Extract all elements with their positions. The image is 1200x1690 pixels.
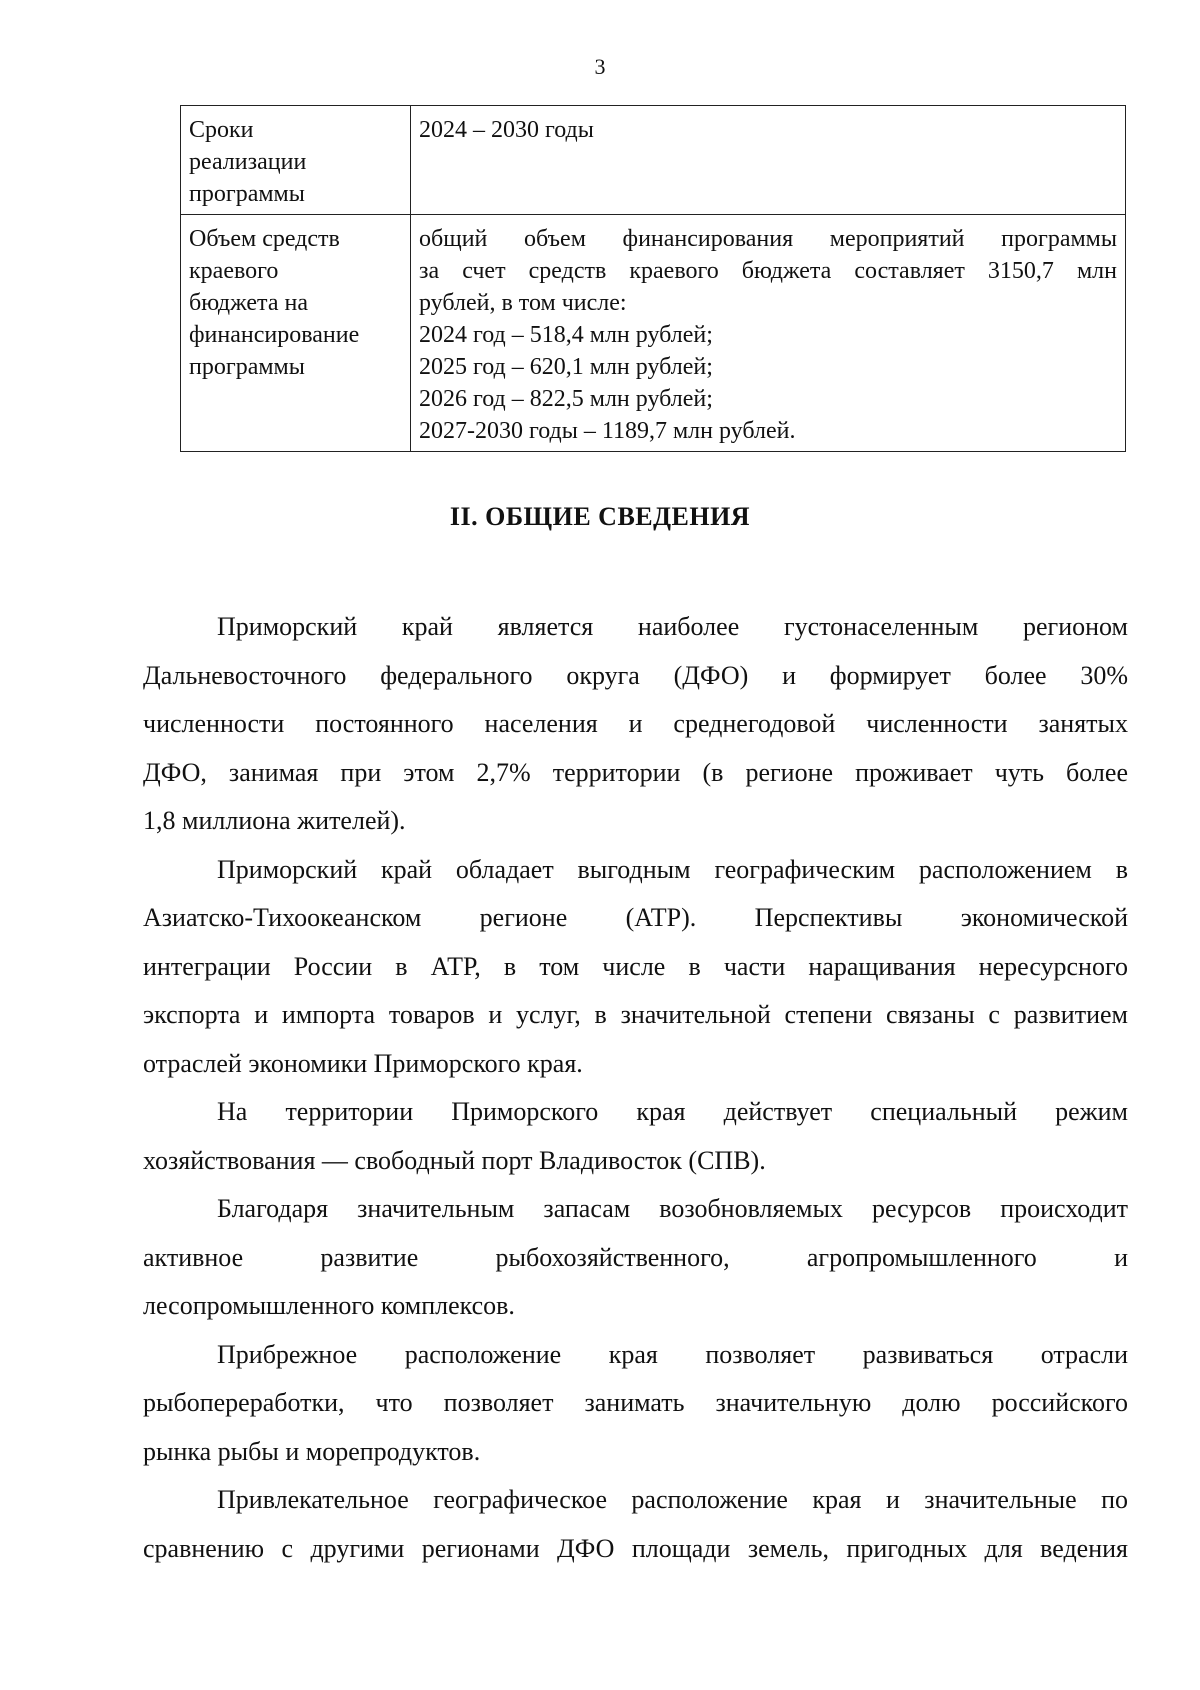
text-line: численности постоянного населения и среднегодовой численности занятых	[143, 709, 1128, 738]
value-line: 2024 – 2030 годы	[419, 117, 594, 143]
text-line: хозяйствования — свободный порт Владивосток (СПВ).	[143, 1145, 766, 1175]
text-line: рыбопереработки, что позволяет занимать значительную долю российского	[143, 1388, 1128, 1417]
label-line: краевого	[189, 258, 279, 284]
paragraph	[143, 846, 1128, 1089]
label-line: программы	[189, 181, 305, 207]
text-line: Привлекательное географическое расположение края и значительные по	[217, 1485, 1128, 1514]
paragraph	[143, 1088, 1128, 1185]
page-number: 3	[594, 54, 606, 79]
paragraph	[143, 1331, 1128, 1477]
label-line: программы	[189, 354, 305, 380]
table-value-cell	[411, 106, 1126, 215]
text-line: Азиатско-Тихоокеанском регионе (АТР). Перспективы экономической	[143, 903, 1128, 932]
table-label-cell	[181, 215, 411, 452]
text-line: отраслей экономики Приморского края.	[143, 1048, 583, 1078]
text-line: ДФО, занимая при этом 2,7% территории (в регионе проживает чуть более	[143, 757, 1128, 787]
value-line: 2025 год – 620,1 млн рублей;	[419, 354, 713, 380]
value-line: 2027-2030 годы – 1189,7 млн рублей.	[419, 418, 796, 444]
program-passport-table	[180, 105, 1126, 452]
value-line: рублей, в том числе:	[419, 290, 627, 316]
text-line: Приморский край является наиболее густонаселенным регионом	[217, 612, 1128, 641]
table-row	[181, 215, 1126, 452]
paragraph	[143, 603, 1128, 846]
paragraph	[143, 1476, 1128, 1573]
value-line: 2024 год – 518,4 млн рублей;	[419, 322, 713, 348]
text-line: активное развитие рыбохозяйственного, агропромышленного и	[143, 1242, 1128, 1272]
text-line: рынка рыбы и морепродуктов.	[143, 1436, 481, 1466]
table-value-cell	[411, 215, 1126, 452]
text-line: Приморский край обладает выгодным географическим расположением в	[217, 854, 1128, 884]
text-line: лесопромышленного комплексов.	[143, 1291, 515, 1320]
text-line: Прибрежное расположение края позволяет развиваться отрасли	[217, 1339, 1128, 1369]
label-line: Сроки	[189, 117, 254, 143]
text-line: сравнению с другими регионами ДФО площади земель, пригодных для ведения	[143, 1533, 1128, 1563]
value-line: за счет средств краевого бюджета составляет 3150,7 млн	[419, 258, 1117, 284]
text-line: экспорта и импорта товаров и услуг, в значительной степени связаны с развитием	[143, 1000, 1128, 1029]
label-line: реализации	[189, 149, 307, 175]
value-line: 2026 год – 822,5 млн рублей;	[419, 386, 713, 412]
label-line: Объем средств	[189, 226, 340, 252]
text-line: интеграции России в АТР, в том числе в части наращивания нересурсного	[143, 951, 1128, 981]
label-line: финансирование	[189, 322, 360, 348]
value-line: общий объем финансирования мероприятий программы	[419, 226, 1117, 252]
text-line: 1,8 миллиона жителей).	[143, 806, 406, 835]
table-row	[181, 106, 1126, 215]
text-line: На территории Приморского края действует специальный режим	[217, 1097, 1128, 1126]
body-text	[143, 603, 1128, 1573]
text-line: Благодаря значительным запасам возобновляемых ресурсов происходит	[217, 1194, 1128, 1223]
section-heading: II. ОБЩИЕ СВЕДЕНИЯ	[449, 502, 751, 531]
label-line: бюджета на	[189, 290, 308, 316]
table-label-cell	[181, 106, 411, 215]
text-line: Дальневосточного федерального округа (ДФО) и формирует более 30%	[143, 660, 1128, 690]
paragraph	[143, 1185, 1128, 1331]
